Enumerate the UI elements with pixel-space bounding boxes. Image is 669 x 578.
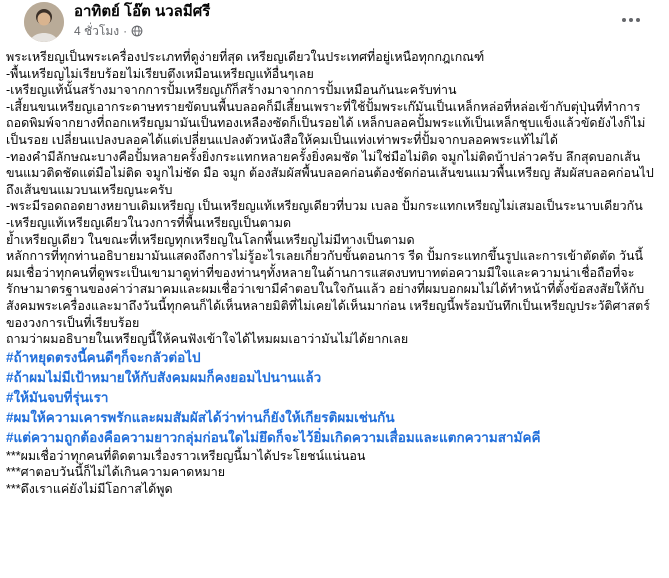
post-paragraph: ถามว่าผมอธิบายในเหรียญนี้ให้คนฟังเข้าใจได้ไหมผมเอาว่ามันไม่ได้ยากเลย: [6, 332, 409, 347]
post-paragraph: -ทองคำมีลักษณะบางคือปั้มหลายครั้งยิ่งกระแทกหลายครั้งยิ่งคมชัด ไม่ใช่มือไม่ติด จมูกไม่ติดบ้าปล่าวครับ ลึกสุดบอกเส้นขนแมวติดชัดแต่มือไม่ติด จมูกไม่ชัด มือ จมูก ต้องสัมผัสพื้นบลอคก่อนต้องชัดก่อนเส้นขนแมวพื้นเหรียญ สัมผัสบลอคก่อนไปถึงเส้นขนแมวบนเหรียญนะครับ: [6, 149, 654, 197]
post-paragraph: -พระมีรอดถอดยางหยาบเดิมเหรียญ เป็นเหรียญแท้เหรียญเดียวที่บวม เบลอ ปั้มกระแทกเหรียญไม่เสมอเป็นระนาบเดียวกัน: [6, 199, 643, 214]
hashtag-link[interactable]: #ถ้าหยุดตรงนี้คนดีๆก็จะกลัวต่อไป: [6, 349, 201, 365]
footnote: ***ผมเชื่อว่าทุกคนที่ติดตามเรื่องราวเหรียญนี้มาได้ประโยชน์แน่นอน: [6, 448, 366, 463]
more-options-button[interactable]: [615, 6, 647, 34]
footnote: ***ดึงเราแค่ยังไม่มีโอกาสได้พูด: [6, 481, 173, 496]
post-message: [6, 49, 656, 497]
avatar-photo: [24, 2, 64, 42]
post-paragraph: พระเหรียญเป็นพระเครื่องประเภทที่ดูง่ายที่สุด เหรียญเดียวในประเทศที่อยู่เหนือทุกกฎเกณฑ์: [6, 50, 485, 64]
author-name[interactable]: อาทิตย์ โอ๊ต นวลมีศรี: [74, 3, 211, 20]
hashtag-link[interactable]: #ให้มันจบที่รุ่นเรา: [6, 389, 109, 405]
post-paragraph: -พื้นเหรียญไม่เรียบร้อยไม่เรียบตึงเหมือนเหรียญแท้อื่นๆเลย: [6, 66, 314, 81]
post-paragraph: -เหรียญแท้เหรียญเดียวในวงการที่พื้นเหรียญเป็นตามด: [6, 215, 292, 230]
hashtag-link[interactable]: #แต่ความถูกต้องคือความยาวกลุ่มก่อนใดไม่ยึดก็จะไว้ยิ่มเกิดความเสื่อมและแตกความสามัคคี: [6, 429, 541, 445]
more-options-icon: [622, 18, 626, 22]
globe-icon[interactable]: [131, 25, 143, 37]
post-meta: [74, 23, 143, 39]
post-paragraph: ย้ำเหรียญเดียว ในขณะที่เหรียญทุกเหรียญในโลกพื้นเหรียญไม่มีทางเป็นตามด: [6, 232, 415, 247]
hashtag-link[interactable]: #ถ้าผมไม่มีเป้าหมายให้กับสังคมผมก็คงยอมไปนานแล้ว: [6, 369, 322, 385]
post-header: [12, 0, 657, 46]
meta-dot: ·: [123, 24, 128, 38]
author-avatar[interactable]: [24, 2, 64, 42]
post-paragraph: -เสี้ยนขนเหรียญเอากระดาษทรายขัดบนพื้นบลอคก็มีเสี้ยนเพราะที่ใช้ปั้มพระเก๊มันเป็นเหล็กหล่อที่หล่อเข้ากับตุ่ปุ่นที่ทำการถอดพิมพ์จากยางที่ถอกเหรียญมามันเป็นทองเหลืองซัดก็เป็นรอยได้ เหล็กบลอคปั้มพระแท้เป็นเหล็กชุบแข็งแล้วขัดยังไงก็ไม่เป็นรอย เปลี่ยนแปลงบลอคได้แต่เปลี่ยนแปลงตัวหนังสือให้คมเป็นแท่งเท่าพระที่ปั้มจากบลอคพระแท้ไม่ได้: [6, 99, 646, 147]
post-paragraph: หลักการที่ทุกท่านอธิบายมามันแสดงถึงการไม่รู้อะไรเลยเกี่ยวกับขั้นตอนการ รีด ปั้มกระแทกขึ้นรูปและการเข้าตัดตัด วันนี้ผมเชื่อว่าทุกคนที่ดูพระเป็นเขามาดูท่าที่ของท่านๆทั้งหลายในด้านการแสดงบทบาทต่อความมีใจและความน่าเชื่อถือที่จะรักษามาตรฐานของค่าว่าสมาคมและผมเชื่อว่าเขามีคำตอบในใจกันแล้ว อย่างที่ผมบอกผมไม่ได้ทำหน้าที่ตั้งข้อสงสัยให้กับสังคมพระเครื่องและมาถึงวันนี้ทุกคนก็ได้เห็นหลายมิติที่ไม่เคยได้เห็นมาก่อน เหรียญนี้พร้อมบันทึกเป็นเหรียญประวัติศาสตร์ของวงการเป็นที่เรียบร้อย: [6, 249, 650, 330]
footnote: ***ศาตอบวันนี้ก็ไม่ได้เกินความคาดหมาย: [6, 465, 226, 480]
hashtag-link[interactable]: #ผมให้ความเคารพรักและผมสัมผัสได้ว่าท่านก็ยังให้เกียรติผมเช่นกัน: [6, 409, 395, 425]
post-time[interactable]: 4 ชั่วโมง: [74, 24, 120, 38]
post-paragraph: -เหรียญแท้นั้นสร้างมาจากการปั้มเหรียญเก๊ก็สร้างมาจากการปั้มเหมือนกันนะครับท่าน: [6, 83, 457, 98]
